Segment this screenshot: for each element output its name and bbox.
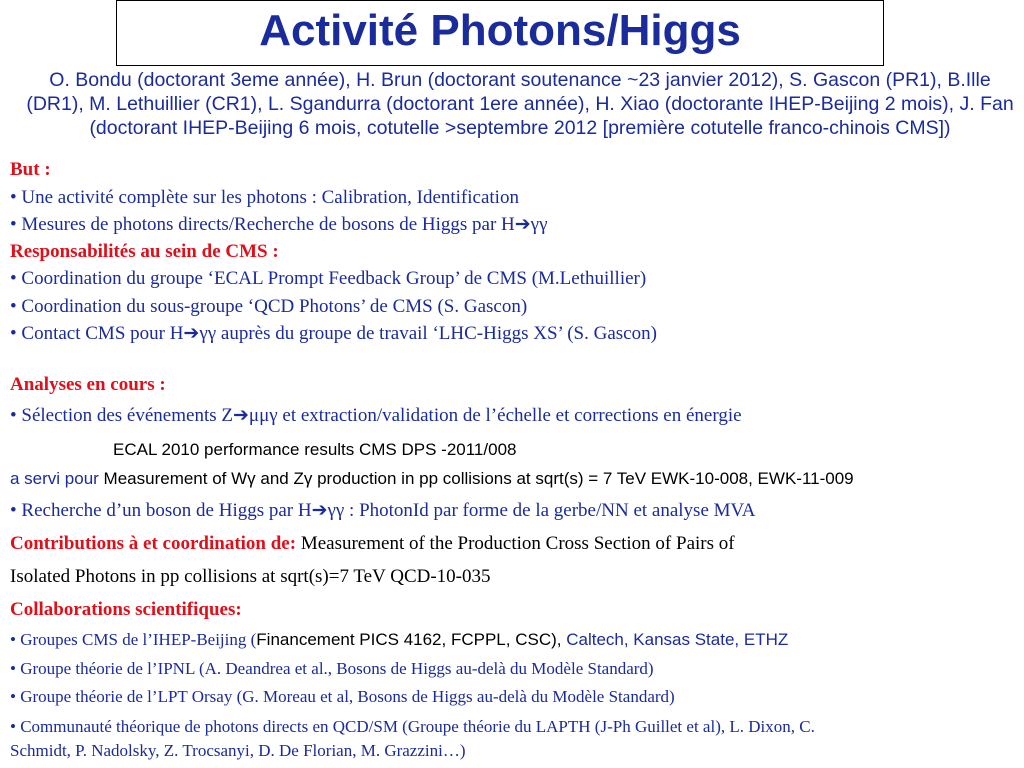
- title-box: [116, 0, 884, 66]
- page-title: Activité Photons/Higgs: [259, 6, 741, 55]
- collab-item-4-line-1: • Communauté théorique de photons directs en QCD/SM (Groupe théorie du LAPTH (J-Ph Guillet et al), L. Dixon, C.: [10, 717, 815, 736]
- collab-item-1-c: Caltech, Kansas State, ETHZ: [561, 630, 789, 649]
- contrib-line-1: [10, 533, 735, 555]
- servi-label: a servi pour: [10, 469, 99, 488]
- resp-item-1: • Coordination du groupe ‘ECAL Prompt Feedback Group’ de CMS (M.Lethuillier): [10, 268, 647, 289]
- collab-item-1-a: • Groupes CMS de l’IHEP-Beijing (: [10, 630, 257, 649]
- authors-text: O. Bondu (doctorant 3eme année), H. Brun (doctorant soutenance ~23 janvier 2012), S. Gascon (PR1), B.Ille (DR1), M. Lethuillier (CR1), L. Sgandurra (doctorant 1ere année), H. Xiao (doctorante IHEP-Beijing 2 mois), J. Fan (doctorant IHEP-Beijing 6 mois, cotutelle >septembre 2012 [première cotutelle franco-chinois CMS]): [26, 69, 1014, 139]
- servi-text: Measurement of Wγ and Zγ production in pp collisions at sqrt(s) = 7 TeV EWK-10-008, EWK-11-009: [98, 469, 854, 488]
- but-item-2: • Mesures de photons directs/Recherche de bosons de Higgs par H➔γγ: [10, 214, 548, 235]
- collab-item-1: [10, 629, 788, 651]
- collab-item-1-b: Financement PICS 4162, FCPPL, CSC),: [256, 630, 562, 649]
- but-heading: But :: [10, 159, 51, 180]
- collab-item-4-line-2: Schmidt, P. Nadolsky, Z. Trocsanyi, D. De Florian, M. Grazzini…): [10, 741, 466, 760]
- analyses-item-2: • Recherche d’un boson de Higgs par H➔γγ : PhotonId par forme de la gerbe/NN et analyse MVA: [10, 500, 756, 521]
- collab-item-2: • Groupe théorie de l’IPNL (A. Deandrea et al., Bosons de Higgs au-delà du Modèle Standard): [10, 659, 654, 678]
- contrib-heading: Contributions à et coordination de:: [10, 533, 297, 554]
- analyses-heading: Analyses en cours :: [10, 374, 166, 395]
- contrib-text-1: Measurement of the Production Cross Section of Pairs of: [296, 533, 735, 554]
- resp-item-2: • Coordination du sous-groupe ‘QCD Photons’ de CMS (S. Gascon): [10, 296, 528, 317]
- but-item-1: • Une activité complète sur les photons : Calibration, Identification: [10, 187, 519, 208]
- collab-heading: Collaborations scientifiques:: [10, 599, 242, 620]
- servi-line: [10, 468, 854, 490]
- ecal-reference: ECAL 2010 performance results CMS DPS -2011/008: [113, 440, 517, 459]
- resp-heading: Responsabilités au sein de CMS :: [10, 241, 279, 262]
- analyses-item-1: • Sélection des événements Z➔μμγ et extraction/validation de l’échelle et corrections en énergie: [10, 405, 742, 426]
- resp-item-3: • Contact CMS pour H➔γγ auprès du groupe de travail ‘LHC-Higgs XS’ (S. Gascon): [10, 323, 657, 344]
- collab-item-3: • Groupe théorie de l’LPT Orsay (G. Moreau et al, Bosons de Higgs au-delà du Modèle Standard): [10, 687, 675, 706]
- contrib-text-2: Isolated Photons in pp collisions at sqrt(s)=7 TeV QCD-10-035: [10, 566, 491, 587]
